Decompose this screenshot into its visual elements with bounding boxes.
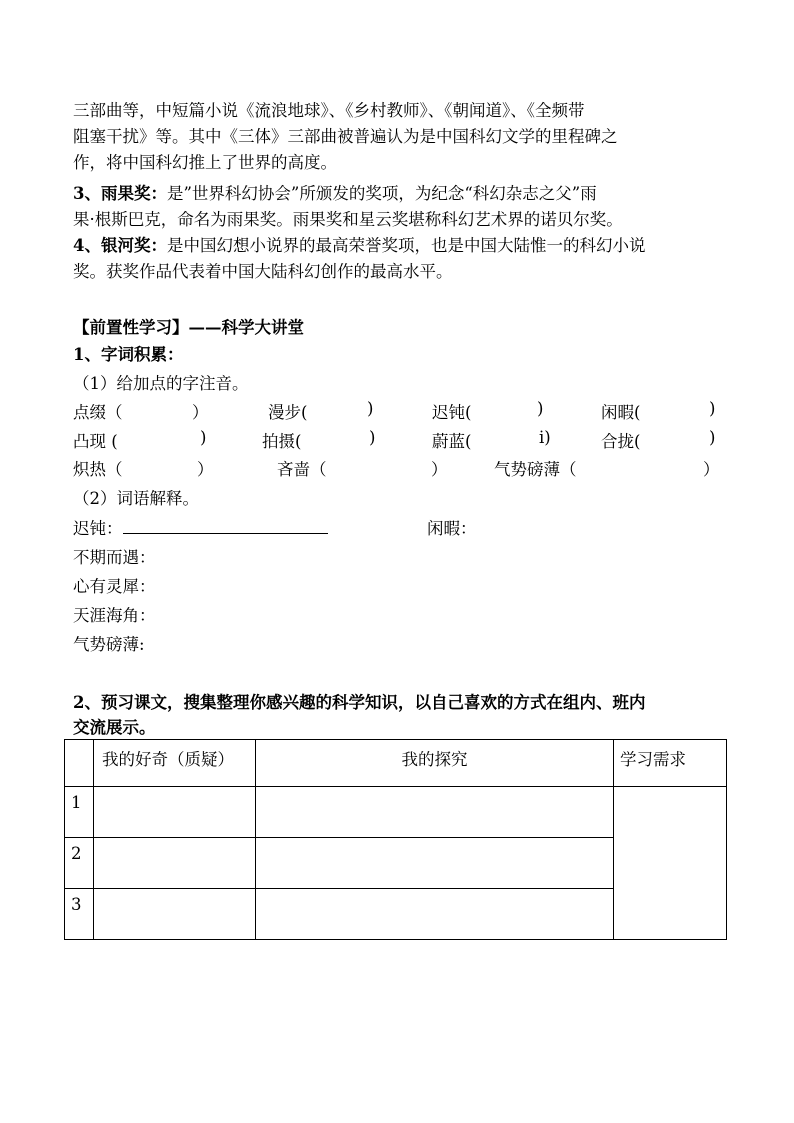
- definition-chidun: [73, 515, 328, 539]
- word-weilan-open: 蔚蓝(: [432, 432, 472, 451]
- word-dianzhui-open: 点缀（: [73, 403, 123, 422]
- hugo-award-label: 3、雨果奖：: [73, 184, 167, 203]
- hugo-award-line-2: 果·根斯巴克，命名为雨果奖。雨果奖和星云奖堪称科幻艺术界的诺贝尔奖。: [73, 210, 623, 229]
- hugo-award-line-1: [73, 180, 597, 204]
- word-qishi-open: 气势磅薄（: [494, 460, 577, 479]
- table-cell-curiosity[interactable]: [94, 838, 256, 889]
- word-manbu-open: 漫步(: [268, 403, 308, 422]
- q2-line-1: 2、预习课文，搜集整理你感兴趣的科学知识，以自己喜欢的方式在组内、班内: [73, 693, 646, 712]
- table-cell-curiosity[interactable]: [94, 889, 256, 940]
- intro-line-3: 作，将中国科幻推上了世界的高度。: [73, 153, 337, 172]
- table-row-number: 3: [65, 889, 94, 940]
- definition-xianxia-label: 闲暇：: [427, 519, 477, 538]
- word-linse-open: 吝啬（: [277, 460, 327, 479]
- word-chire-open: 炽热（: [73, 460, 123, 479]
- table-cell-exploration[interactable]: [256, 787, 614, 838]
- word-chidun-close: ): [537, 399, 544, 418]
- word-xianxia-close: ): [709, 399, 716, 418]
- table-header-curiosity: 我的好奇（质疑）: [94, 740, 256, 787]
- word-chire-close: ）: [197, 460, 214, 479]
- word-chidun-open: 迟钝(: [432, 403, 472, 422]
- word-paishe-open: 拍摄(: [262, 432, 302, 451]
- table-cell-needs[interactable]: [614, 787, 727, 940]
- definition-chidun-label: 迟钝：: [73, 519, 123, 538]
- table-cell-exploration[interactable]: [256, 889, 614, 940]
- intro-line-2: 阻塞干扰》等。其中《三体》三部曲被普遍认为是中国科幻文学的里程碑之: [73, 127, 618, 146]
- definition-buqieryu: 不期而遇：: [73, 548, 156, 567]
- definition-chidun-blank[interactable]: [123, 519, 328, 534]
- inquiry-table: [64, 739, 727, 940]
- word-tuxian-close: ): [200, 428, 207, 447]
- table-header-row: [65, 740, 727, 787]
- section-title: 【前置性学习】——科学大讲堂: [73, 318, 304, 337]
- table-cell-exploration[interactable]: [256, 838, 614, 889]
- word-manbu-close: ): [367, 399, 374, 418]
- word-xianxia-open: 闲暇(: [601, 403, 641, 422]
- word-paishe-close: ): [369, 428, 376, 447]
- table-cell-curiosity[interactable]: [94, 787, 256, 838]
- q1-sub-pinyin: （1）给加点的字注音。: [73, 374, 249, 393]
- galaxy-award-line-2: 奖。获奖作品代表着中国大陆科幻创作的最高水平。: [73, 262, 453, 281]
- galaxy-award-line-1: [73, 232, 645, 256]
- word-qishi-close: ）: [703, 460, 720, 479]
- galaxy-award-text-1: 是中国幻想小说界的最高荣誉奖项，也是中国大陆惟一的科幻小说: [166, 236, 646, 255]
- definition-xinyoulingxi: 心有灵犀：: [73, 577, 156, 596]
- q1-title: 1、字词积累：: [73, 345, 184, 364]
- table-header-index: [65, 740, 94, 787]
- word-weilan-close: i): [539, 428, 551, 447]
- word-dianzhui-close: ）: [192, 403, 209, 422]
- table-row-number: 2: [65, 838, 94, 889]
- table-row-number: 1: [65, 787, 94, 838]
- table-header-needs: 学习需求: [614, 740, 727, 787]
- q2-line-2: 交流展示。: [73, 718, 156, 737]
- table-header-exploration: 我的探究: [256, 740, 614, 787]
- word-tuxian-open: 凸现 (: [73, 432, 118, 451]
- table-row: [65, 787, 727, 838]
- intro-line-1: 三部曲等，中短篇小说《流浪地球》、《乡村教师》、《朝闻道》、《全频带: [73, 101, 585, 120]
- definition-tianyahaijiao: 天涯海角：: [73, 606, 156, 625]
- definition-qishibangbo: 气势磅薄:: [73, 635, 145, 654]
- galaxy-award-label: 4、银河奖：: [73, 236, 167, 255]
- word-linse-close: ）: [431, 460, 448, 479]
- q1-sub-definitions: （2）词语解释。: [73, 489, 199, 508]
- word-helong-open: 合拢(: [601, 432, 641, 451]
- word-helong-close: ): [709, 428, 716, 447]
- hugo-award-text-1: 是”世界科幻协会”所颁发的奖项，为纪念“科幻杂志之父”雨: [166, 184, 597, 203]
